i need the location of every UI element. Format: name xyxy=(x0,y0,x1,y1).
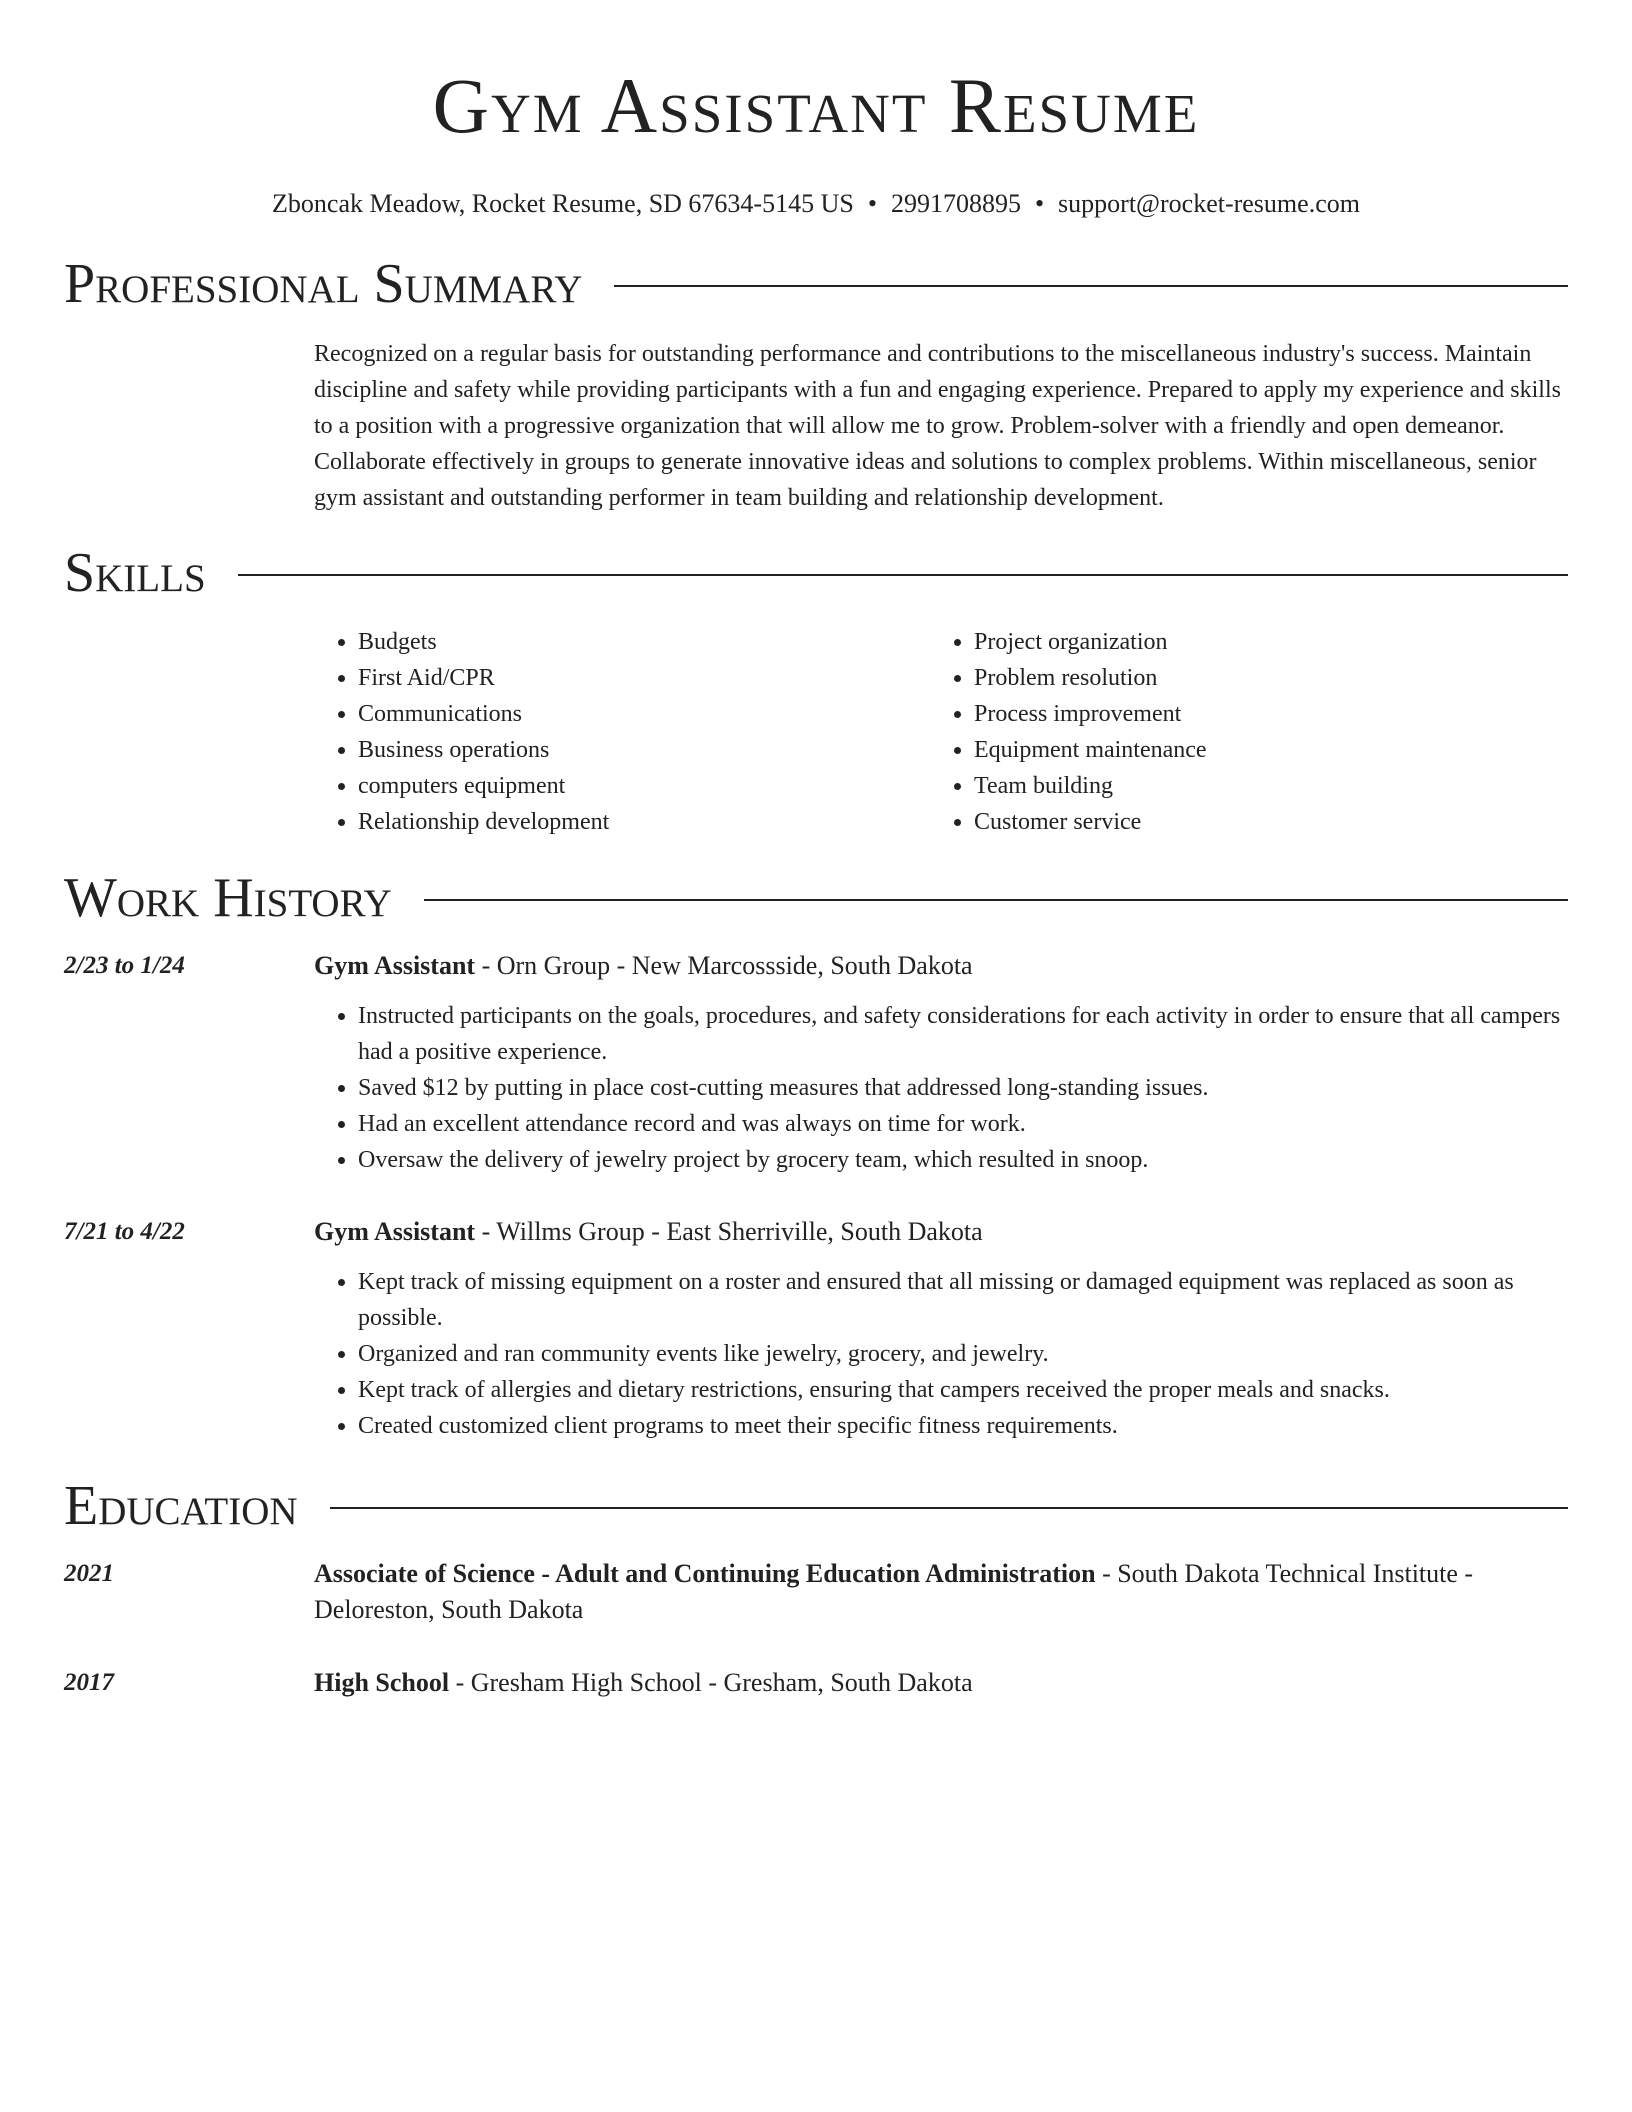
skills-section-header xyxy=(64,541,1568,605)
job-bullet: • Kept track of missing equipment on a roster and ensured that all missing or damaged equipment was replaced as soon as possible. xyxy=(358,1264,1568,1336)
skill-item: • Equipment maintenance xyxy=(974,732,1546,768)
education-section-header xyxy=(64,1474,1568,1538)
summary-text: Recognized on a regular basis for outstanding performance and contributions to the miscellaneous industry's success. Maintain discipline and safety while providing participants with a fun and engaging experience. Prepared to apply my experience and skills to a position with a progressive organization that will allow me to grow. Problem-solver with a friendly and open demeanor. Collaborate effectively in groups to generate innovative ideas and solutions to complex problems. Within miscellaneous, senior gym assistant and outstanding performer in team building and relationship development. xyxy=(314,341,1561,511)
skill-item: • Process improvement xyxy=(974,696,1546,732)
job-entry xyxy=(64,948,1568,1178)
job-heading xyxy=(314,948,1568,984)
job-bullet: • Saved $12 by putting in place cost-cutting measures that addressed long-standing issues. xyxy=(358,1070,1568,1106)
job-bullet: • Oversaw the delivery of jewelry project by grocery team, which resulted in snoop. xyxy=(358,1142,1568,1178)
education-entry xyxy=(64,1556,1568,1628)
skills-column-right xyxy=(930,624,1546,840)
skill-item: • Relationship development xyxy=(358,804,930,840)
resume-header xyxy=(0,0,1632,220)
education-year: 2021 xyxy=(64,1560,114,1587)
skill-item: • Budgets xyxy=(358,624,930,660)
skill-item: • Communications xyxy=(358,696,930,732)
summary-section-header xyxy=(64,252,1568,316)
education-heading-line xyxy=(314,1556,1568,1628)
contact-phone: 2991708895 xyxy=(890,189,1021,218)
job-body xyxy=(314,1214,1568,1444)
contact-separator: • xyxy=(1034,189,1045,218)
contact-separator: • xyxy=(867,189,877,218)
skills-heading: Skills xyxy=(64,542,206,604)
job-bullet: • Organized and ran community events like jewelry, grocery, and jewelry. xyxy=(358,1336,1568,1372)
job-details: - Willms Group - East Sherriville, South Dakota xyxy=(475,1217,983,1246)
education-degree: High School xyxy=(314,1668,450,1697)
job-bullet: • Kept track of allergies and dietary restrictions, ensuring that campers received the proper meals and snacks. xyxy=(358,1372,1568,1408)
skill-item: • First Aid/CPR xyxy=(358,660,930,696)
job-heading xyxy=(314,1214,1568,1250)
section-divider xyxy=(238,574,1568,576)
skill-item: • Team building xyxy=(974,768,1546,804)
job-entry xyxy=(64,1214,1568,1444)
contact-address: Zboncak Meadow, Rocket Resume, SD 67634-5145 US xyxy=(272,189,854,218)
skill-item: • Project organization xyxy=(974,624,1546,660)
education-body xyxy=(314,1556,1568,1628)
job-dates: 2/23 to 1/24 xyxy=(64,952,185,979)
work-section-header xyxy=(64,866,1568,930)
skills-list xyxy=(314,624,1568,840)
education-degree: Associate of Science - Adult and Continuing Education Administration xyxy=(314,1559,1096,1588)
job-bullet: • Had an excellent attendance record and was always on time for work. xyxy=(358,1106,1568,1142)
education-entry xyxy=(64,1665,1568,1701)
job-details: - Orn Group - New Marcossside, South Dakota xyxy=(475,951,973,980)
job-bullet: • Created customized client programs to meet their specific fitness requirements. xyxy=(358,1408,1568,1444)
education-body xyxy=(314,1665,1568,1701)
job-bullets xyxy=(314,1264,1568,1444)
education-heading-line xyxy=(314,1665,1568,1701)
summary-heading: Professional Summary xyxy=(64,253,583,315)
job-dates: 7/21 to 4/22 xyxy=(64,1218,185,1245)
job-bullets xyxy=(314,998,1568,1178)
contact-line xyxy=(0,188,1632,220)
job-bullet: • Instructed participants on the goals, procedures, and safety considerations for each activity in order to ensure that all campers had a positive experience. xyxy=(358,998,1568,1070)
section-divider xyxy=(330,1507,1568,1509)
section-divider xyxy=(424,899,1568,901)
skill-item: • Business operations xyxy=(358,732,930,768)
skills-column-left xyxy=(314,624,930,840)
skill-item: • Customer service xyxy=(974,804,1546,840)
job-title: Gym Assistant xyxy=(314,1217,476,1246)
skill-item: • Problem resolution xyxy=(974,660,1546,696)
education-details: - Gresham High School - Gresham, South Dakota xyxy=(449,1668,973,1697)
work-heading: Work History xyxy=(64,867,392,929)
job-body xyxy=(314,948,1568,1178)
contact-email[interactable]: support@rocket-resume.com xyxy=(1058,189,1360,218)
education-heading: Education xyxy=(64,1475,298,1537)
summary-body xyxy=(314,336,1568,516)
education-details: - South Dakota Technical Institute - Deloreston, South Dakota xyxy=(314,1559,1474,1624)
resume-title: Gym Assistant Resume xyxy=(432,62,1200,149)
education-year: 2017 xyxy=(64,1669,114,1696)
section-divider xyxy=(614,285,1568,287)
job-title: Gym Assistant xyxy=(314,951,476,980)
skill-item: • computers equipment xyxy=(358,768,930,804)
